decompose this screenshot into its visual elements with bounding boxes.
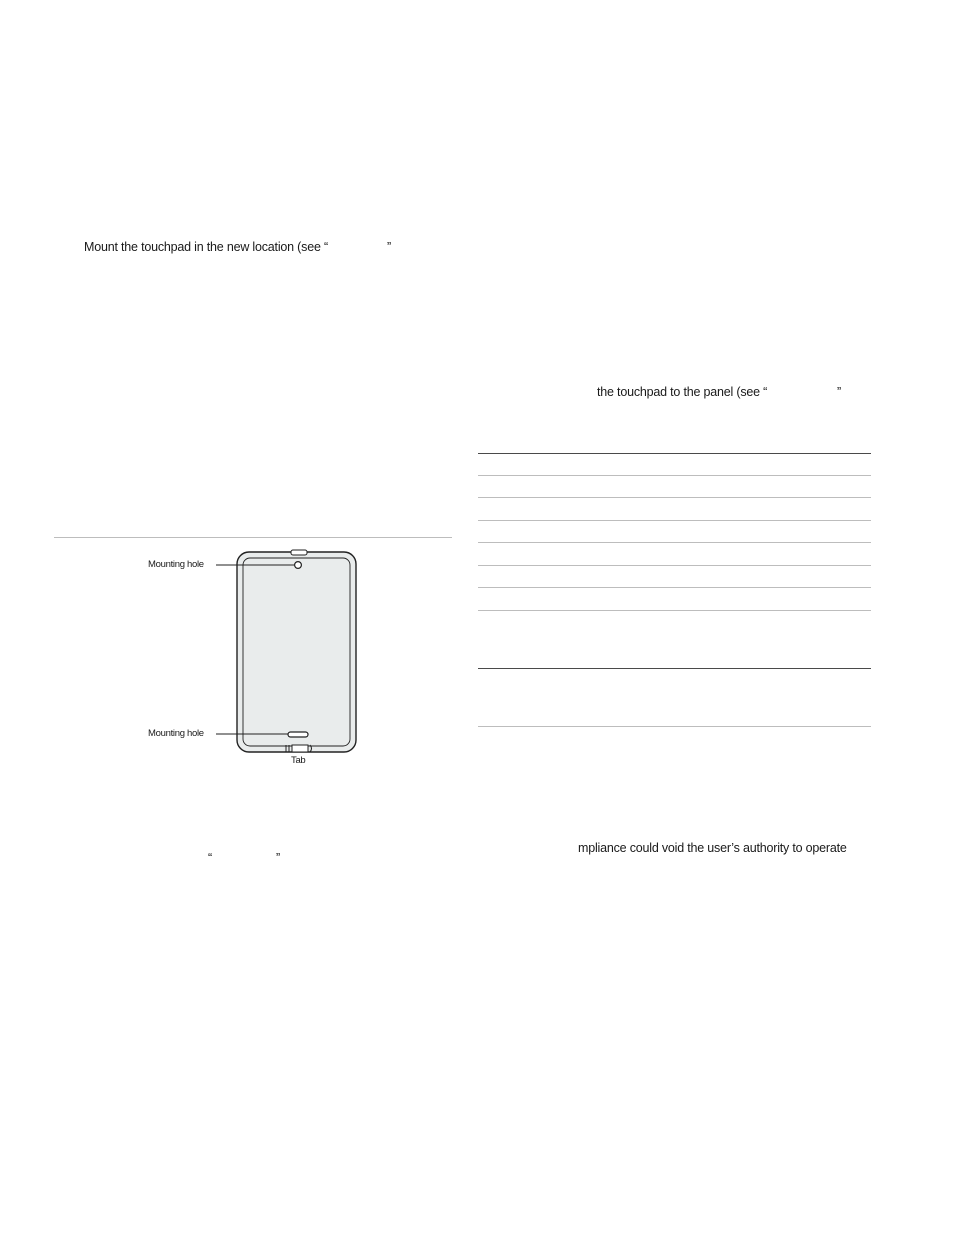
connect-step-text: the touchpad to the panel (see “ (597, 385, 768, 399)
bottom-mounting-slot (288, 732, 308, 737)
table-row-rule-7 (478, 610, 871, 611)
tab-shape (292, 745, 308, 752)
top-mounting-hole-label: Mounting hole (148, 559, 204, 570)
compliance-text: mpliance could void the user’s authority to operate (578, 841, 847, 855)
top-mounting-hole (295, 562, 302, 569)
bottom-close-quote: ” (276, 851, 280, 865)
touchpad-back-diagram (140, 545, 370, 775)
table-row-rule-3 (478, 520, 871, 521)
table-row-rule-2 (478, 497, 871, 498)
table-row-rule-5 (478, 565, 871, 566)
bottom-mounting-hole-label: Mounting hole (148, 728, 204, 739)
tab-label: Tab (291, 755, 306, 766)
mount-step-close-quote: ” (387, 240, 391, 254)
table-row-rule-1 (478, 475, 871, 476)
table-top-rule (478, 453, 871, 454)
touchpad-body (237, 552, 356, 752)
bottom-open-quote: “ (208, 851, 212, 865)
figure-top-divider (54, 537, 452, 538)
touchpad-back-figure (140, 545, 370, 775)
mount-step-text: Mount the touchpad in the new location (see “ (84, 240, 328, 254)
table-row-rule-6 (478, 587, 871, 588)
table-row-rule-4 (478, 542, 871, 543)
table-section-rule (478, 668, 871, 669)
connect-step-close-quote: ” (837, 385, 841, 399)
top-notch (291, 550, 307, 555)
table-bottom-rule (478, 726, 871, 727)
